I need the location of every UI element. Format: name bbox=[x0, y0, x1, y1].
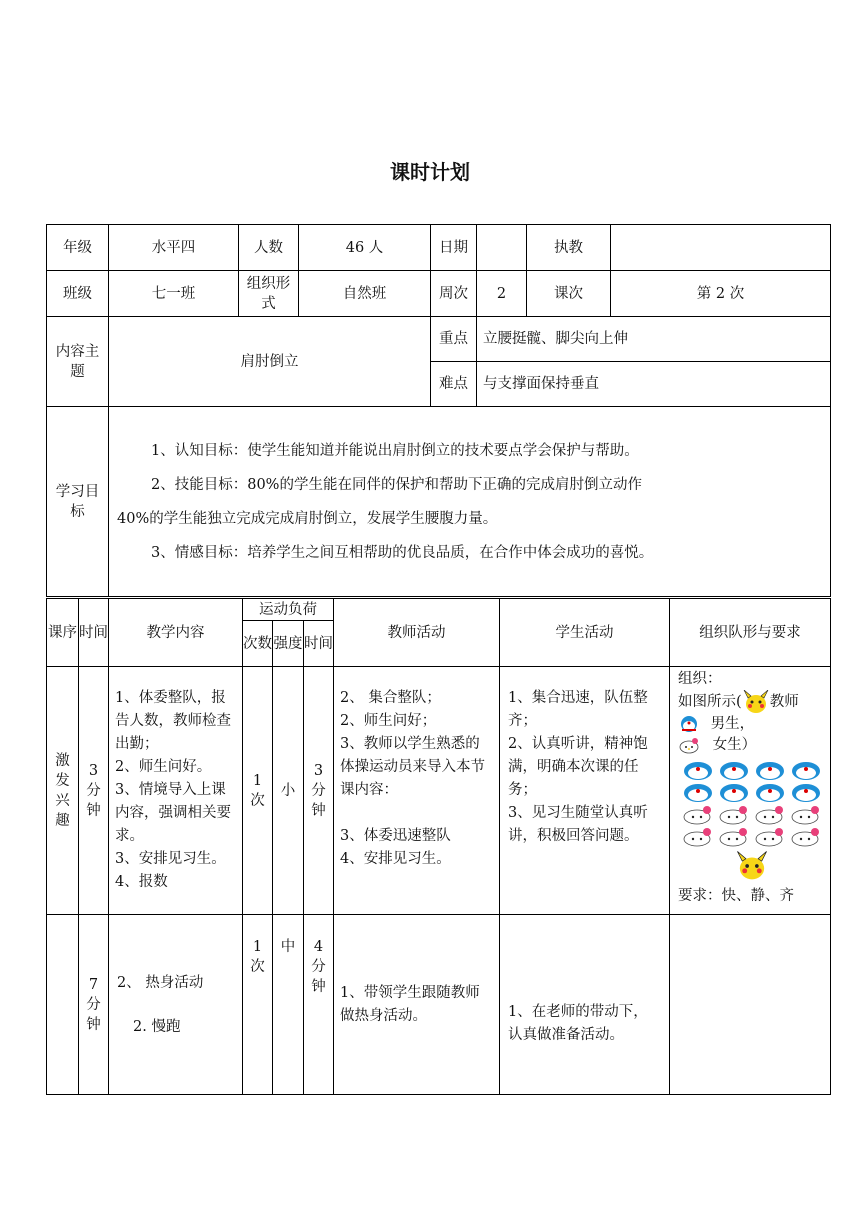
row1-student-line: 3、见习生随堂认真听讲，积极回答问题。 bbox=[508, 805, 648, 844]
goal-3: 3、情感目标：培养学生之间互相帮助的优良品质，在合作中体会成功的喜悦。 bbox=[151, 544, 654, 561]
formation-legend-boy: 男生， bbox=[678, 714, 826, 735]
pikachu-teacher-icon bbox=[742, 690, 770, 714]
doraemon-icon bbox=[790, 761, 822, 781]
row1-student-line: 1、集合迅速，队伍整齐； bbox=[508, 690, 648, 729]
formation-row-boys bbox=[678, 782, 826, 804]
goal-2: 2、技能目标：80%的学生能在同伴的保护和帮助下正确的完成肩肘倒立动作 bbox=[151, 476, 642, 493]
hello-kitty-icon bbox=[682, 827, 714, 847]
row1-time: 3 分钟 bbox=[79, 667, 109, 915]
row1-intensity: 小 bbox=[273, 667, 304, 915]
row1-student-line: 2、认真听讲，精神饱满，明确本次课的任务； bbox=[508, 736, 648, 798]
date-value bbox=[477, 225, 527, 271]
row2-order bbox=[47, 915, 79, 1095]
formation-diagram bbox=[678, 760, 826, 884]
row1-content-line: 1、体委整队，报告人数，教师检查出勤； bbox=[115, 690, 231, 752]
time-header: 时间 bbox=[79, 599, 109, 667]
row2-content-line: 2、 热身活动 bbox=[117, 974, 204, 991]
row1-teacher-activity bbox=[334, 667, 500, 915]
row2-content-line: 2. 慢跑 bbox=[133, 1018, 181, 1035]
goals-label: 学习目标 bbox=[47, 407, 109, 597]
topic-label: 内容主题 bbox=[47, 317, 109, 407]
duration-header: 时间 bbox=[304, 621, 334, 667]
hello-kitty-girl-icon bbox=[678, 736, 700, 754]
row1-teacher-line: 4、安排见习生。 bbox=[340, 851, 451, 867]
grade-value: 水平四 bbox=[109, 225, 239, 271]
formation-requirement: 要求：快、静、齐 bbox=[678, 888, 795, 904]
row2-time: 7 分钟 bbox=[79, 915, 109, 1095]
lesson-label: 课次 bbox=[527, 271, 611, 317]
row2-duration: 4 分钟 bbox=[304, 915, 334, 1095]
row1-teacher-line: 2、 集合整队； bbox=[340, 690, 441, 706]
hello-kitty-icon bbox=[790, 827, 822, 847]
formation-header: 组织队形与要求 bbox=[670, 599, 831, 667]
hello-kitty-icon bbox=[754, 805, 786, 825]
times-header: 次数 bbox=[243, 621, 273, 667]
row1-duration: 3 分钟 bbox=[304, 667, 334, 915]
formation-row-girls bbox=[678, 826, 826, 848]
row2-formation bbox=[670, 915, 831, 1095]
page-title: 课时计划 bbox=[390, 160, 470, 184]
row2-content bbox=[109, 915, 243, 1095]
formation-org: 组织： bbox=[678, 671, 722, 687]
row1-content-line: 2、师生问好。 bbox=[115, 759, 212, 775]
difficulty-value: 与支撑面保持垂直 bbox=[477, 362, 831, 407]
plan-table bbox=[46, 598, 831, 1095]
pikachu-teacher-icon bbox=[735, 850, 769, 882]
difficulty-label: 难点 bbox=[431, 362, 477, 407]
doraemon-icon bbox=[754, 783, 786, 803]
row1-formation bbox=[670, 667, 831, 915]
goal-1: 1、认知目标：使学生能知道并能说出肩肘倒立的技术要点学会保护与帮助。 bbox=[151, 442, 639, 459]
key-label: 重点 bbox=[431, 317, 477, 362]
row1-teacher-line: 3、教师以学生熟悉的体操运动员来导入本节课内容： bbox=[340, 736, 486, 798]
hello-kitty-icon bbox=[718, 827, 750, 847]
doraemon-icon bbox=[718, 783, 750, 803]
class-label: 班级 bbox=[47, 271, 109, 317]
row1-content-line: 3、情境导入上课内容，强调相关要求。 bbox=[115, 782, 231, 844]
formation-legend: 如图所示( 教师 bbox=[678, 690, 826, 714]
student-activity-header: 学生活动 bbox=[500, 599, 670, 667]
week-value: 2 bbox=[477, 271, 527, 317]
row1-times: 1 次 bbox=[243, 667, 273, 915]
row1-order: 激发兴趣 bbox=[47, 667, 79, 915]
hello-kitty-icon bbox=[718, 805, 750, 825]
content-header: 教学内容 bbox=[109, 599, 243, 667]
formation-row-girls bbox=[678, 804, 826, 826]
row1-teacher-line: 2、师生问好； bbox=[340, 713, 437, 729]
doraemon-icon bbox=[718, 761, 750, 781]
formation-teacher-position bbox=[678, 848, 826, 884]
row1-content-line: 4、报数 bbox=[115, 874, 168, 890]
formation-legend-girl: 女生） bbox=[678, 735, 826, 756]
row1-teacher-line: 3、体委迅速整队 bbox=[340, 828, 451, 844]
date-label: 日期 bbox=[431, 225, 477, 271]
intensity-header: 强度 bbox=[273, 621, 304, 667]
goals-content bbox=[109, 407, 831, 597]
doraemon-icon bbox=[790, 783, 822, 803]
goal-2-cont: 40%的学生能独立完成完成肩肘倒立，发展学生腰腹力量。 bbox=[117, 510, 498, 527]
class-value: 七一班 bbox=[109, 271, 239, 317]
hello-kitty-icon bbox=[754, 827, 786, 847]
doraemon-icon bbox=[754, 761, 786, 781]
row1-content-line: 3、安排见习生。 bbox=[115, 851, 226, 867]
order-header: 课序 bbox=[47, 599, 79, 667]
lesson-value: 第 2 次 bbox=[611, 271, 831, 317]
hello-kitty-icon bbox=[682, 805, 714, 825]
org-label: 组织形式 bbox=[239, 271, 299, 317]
key-value: 立腰挺髋、脚尖向上伸 bbox=[477, 317, 831, 362]
formation-row-boys bbox=[678, 760, 826, 782]
row2-teacher-activity: 1、带领学生跟随教师做热身活动。 bbox=[334, 915, 500, 1095]
people-label: 人数 bbox=[239, 225, 299, 271]
row2-times: 1 次 bbox=[243, 915, 273, 1095]
row2-intensity: 中 bbox=[273, 915, 304, 1095]
load-header: 运动负荷 bbox=[243, 599, 334, 621]
doraemon-icon bbox=[682, 783, 714, 803]
teacher-value bbox=[611, 225, 831, 271]
doraemon-icon bbox=[682, 761, 714, 781]
org-value: 自然班 bbox=[299, 271, 431, 317]
people-value: 46 人 bbox=[299, 225, 431, 271]
row1-student-activity bbox=[500, 667, 670, 915]
teacher-activity-header: 教师活动 bbox=[334, 599, 500, 667]
topic-value: 肩肘倒立 bbox=[109, 317, 431, 407]
grade-label: 年级 bbox=[47, 225, 109, 271]
row1-content bbox=[109, 667, 243, 915]
week-label: 周次 bbox=[431, 271, 477, 317]
doraemon-boy-icon bbox=[678, 715, 700, 733]
hello-kitty-icon bbox=[790, 805, 822, 825]
teacher-label: 执教 bbox=[527, 225, 611, 271]
row2-student-activity: 1、在老师的带动下，认真做准备活动。 bbox=[500, 915, 670, 1095]
info-table bbox=[46, 224, 831, 597]
